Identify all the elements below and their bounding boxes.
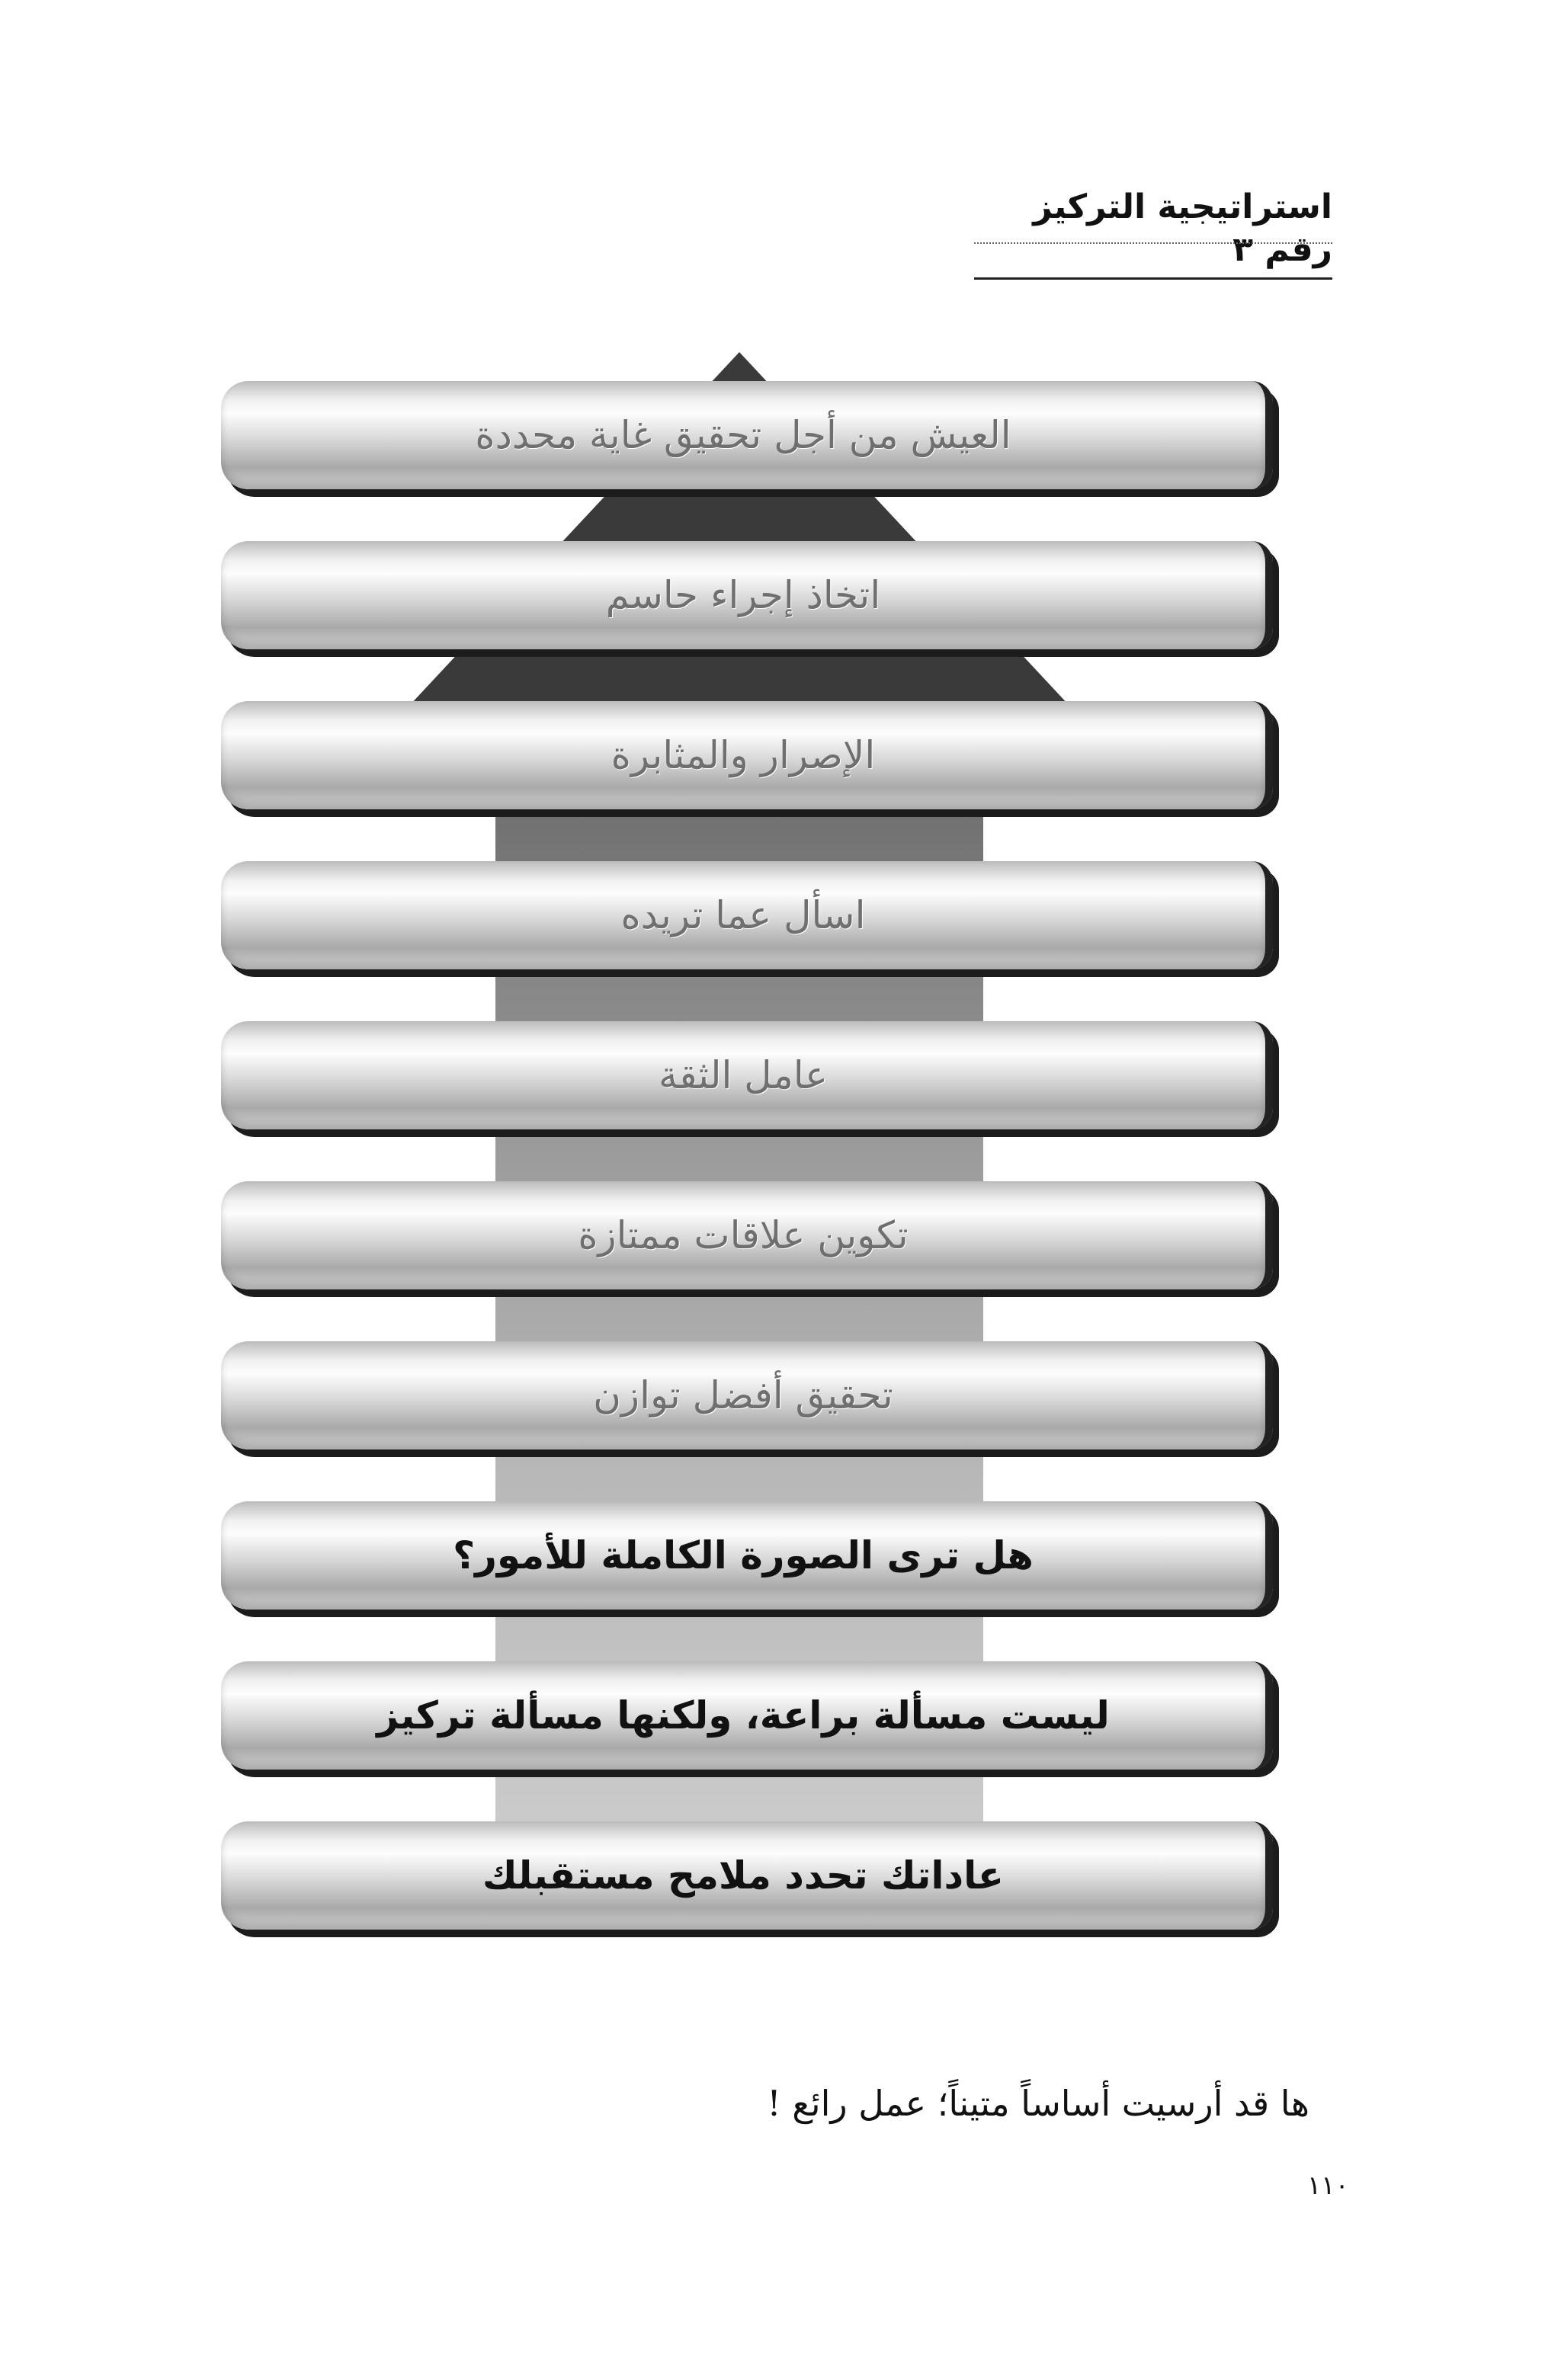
step-label: اسأل عما تريده <box>620 893 866 937</box>
step-label: ليست مسألة براعة، ولكنها مسألة تركيز <box>377 1693 1110 1738</box>
step-bar <box>221 1821 1273 1930</box>
step-bar <box>221 1341 1273 1449</box>
step-label: اتخاذ إجراء حاسم <box>605 573 881 617</box>
section-header: استراتيجية التركيز رقم ٣ <box>974 186 1332 280</box>
step-bar <box>221 701 1273 809</box>
step-label: تكوين علاقات ممتازة <box>578 1213 909 1257</box>
step-label: هل ترى الصورة الكاملة للأمور؟ <box>453 1533 1034 1578</box>
step-bar <box>221 1021 1273 1129</box>
step-bar <box>221 1181 1273 1289</box>
step-label: عاداتك تحدد ملامح مستقبلك <box>482 1853 1005 1898</box>
step-bar <box>221 1501 1273 1610</box>
step-label: العيش من أجل تحقيق غاية محددة <box>475 413 1011 457</box>
step-bar <box>221 1661 1273 1770</box>
step-bar <box>221 541 1273 649</box>
page-number: ١١٠ <box>1307 2170 1349 2201</box>
closing-remark: ها قد أرسيت أساساً متيناً؛ عمل رائع ! <box>767 2083 1309 2124</box>
step-label: تحقيق أفضل توازن <box>593 1373 893 1417</box>
step-bar <box>221 861 1273 969</box>
step-bar <box>221 381 1273 489</box>
step-label: الإصرار والمثابرة <box>611 733 876 777</box>
step-label: عامل الثقة <box>659 1053 828 1097</box>
